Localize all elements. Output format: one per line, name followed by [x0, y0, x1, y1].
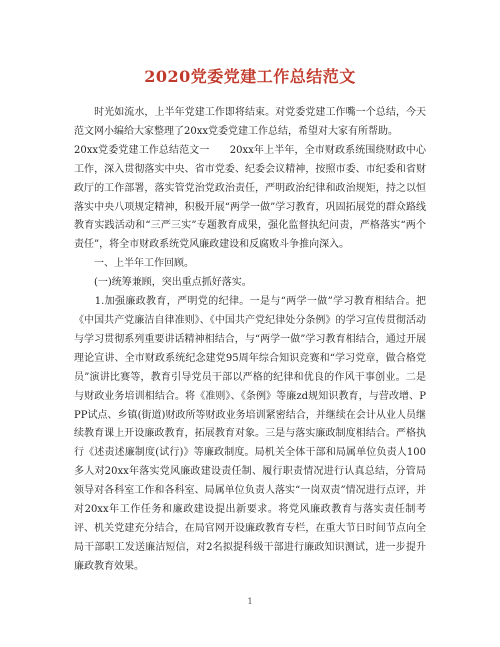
paragraph-detail: 1.加强廉政教育，严明党的纪律。一是与“两学一做”学习教育相结合。把《中国共产党廉洁自律准则》、《中国共产党纪律处分条例》的学习宣传贯彻活动与学习贯彻系列重要讲话精神相结合，与“两学一做”学习教育相结合，通过开展理论宣讲、全市财政系统纪念建党95周年综合知识竞赛和“学习党章，做合格党员”演讲比赛等，教育引导党员干部以严格的纪律和优良的作风干事创业。二是与财政业务培训相结合。将《准则》、《条例》等廉zd规知识教育，与营改增、PPP试点、乡镇(街道)财政所等财政业务培训紧密结合，并继续在会计从业人员继续教育课上开设廉政教育，拓展教育对象。三是与落实廉政制度相结合。严格执行《述责述廉制度(试行)》等廉政制度。局机关全体干部和局属单位负责人100多人对20xx年落实党风廉政建设责任制、履行职责情况进行认真总结，分管局领导对各科室工作和各科室、局属单位负责人落实“一岗双责”情况进行点评，并对20xx年工作任务和廉政建设提出新要求。将党风廉政教育与落实责任制考评、机关党建充分结合，在局官网开设廉政教育专栏，在重大节日时间节点向全局干部职工发送廉洁短信，对2名拟提科级干部进行廉政知识测试，进一步提升廉政教育效果。: [74, 296, 426, 572]
paragraph-intro: 时光如流水，上半年党建工作即将结束。对党委党建工作嘴一个总结，今天范文网小编给大家整理了20xx党委党建工作总结，希望对大家有所帮助。: [74, 107, 426, 137]
subsection-heading: (一)统筹兼顾，突出重点抓好落实。: [74, 277, 252, 289]
document-body: [74, 104, 426, 577]
document-title: 2020党委党建工作总结范文: [144, 67, 356, 86]
paragraph-summary: 20xx党委党建工作总结范文一 20xx年上半年，全市财政系统围绕财政中心工作，深入贯彻落实中央、省市党委、纪委会议精神，按照市委、市纪委和省财政厅的工作部署，落实管党治党政治责任，严明政治纪律和政治规矩，持之以恒落实中央八项规定精神，积极开展“两学一做”学习教育，巩固拓展党的群众路线教育实践活动和“三严三实”专题教育成果，强化监督执纪问责，严格落实“两个责任”，将全市财政系统党风廉政建设和反腐败斗争推向深入。: [74, 144, 426, 251]
section-heading: 一、上半年工作回顾。: [74, 258, 194, 270]
page-number: 1: [247, 597, 253, 606]
